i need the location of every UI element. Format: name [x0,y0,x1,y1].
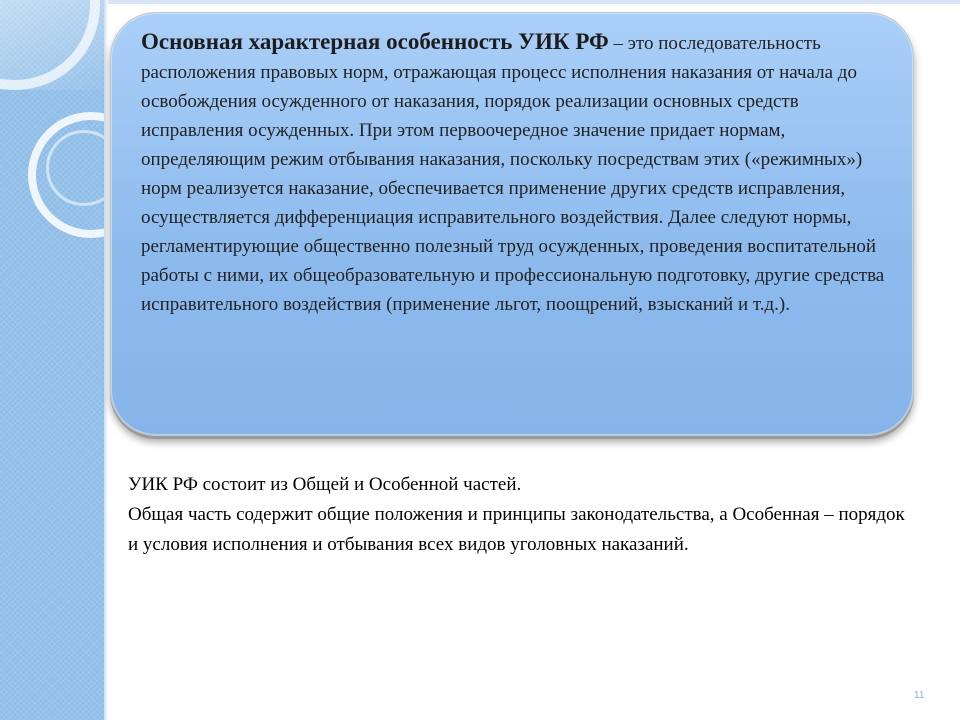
top-strip [108,0,960,4]
structure-description [128,470,918,560]
side-band-edge [104,0,108,720]
decorative-side-band [0,0,104,720]
callout-paragraph [141,27,887,319]
callout-lead-term: Основная характерная особенность УИК РФ [141,29,609,54]
page-number: 11 [914,690,925,701]
callout-text: – это последовательность расположения правовых норм, отражающая процесс исполнения наказания от начала до освобождения осужденного от наказания, порядок реализации основных средств исправления осужденных. При этом первоочередное значение придает нормам, определяющим режим отбывания наказания, поскольку посредствам этих («режимных») норм реализуется наказание, обеспечивается применение других средств исправления, осуществляется дифференциация исправительного воздействия. Далее следуют нормы, регламентирующие общественно полезный труд осужденных, проведения воспитательной работы с ними, их общеобразовательную и профессиональную подготовку, другие средства исправительного воздействия (применение льгот, поощрений, взысканий и т.д.). [141,33,885,315]
structure-line-1: УИК РФ состоит из Общей и Особенной частей. [128,474,522,495]
structure-line-2: Общая часть содержит общие положения и принципы законодательства, а Особенная – порядок и условия исполнения и отбывания всех видов уголовных наказаний. [128,504,905,555]
definition-callout [110,12,914,436]
decorative-ring-middle [28,112,104,238]
